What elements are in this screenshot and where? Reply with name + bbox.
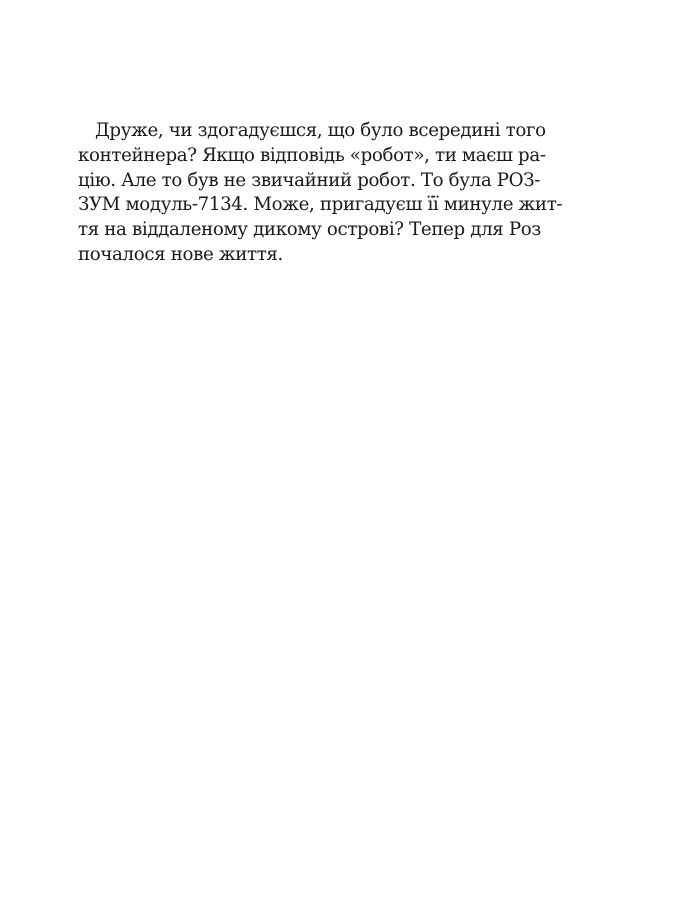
paragraph-line: тя на віддаленому дикому острові? Тепер для Роз [78,219,541,241]
paragraph-line: почалося нове життя. [78,243,283,265]
paragraph-line: цію. Але то був не звичайний робот. То була РОЗ- [78,169,540,191]
paragraph-line: контейнера? Якщо відповідь «робот», ти маєш ра- [78,144,546,166]
paragraph-line: Друже, чи здогадуєшся, що було всередині того [95,120,546,141]
paragraph [78,119,563,268]
paragraph-line: ЗУМ модуль-7134. Може, пригадуєш її минуле жит- [78,194,563,216]
